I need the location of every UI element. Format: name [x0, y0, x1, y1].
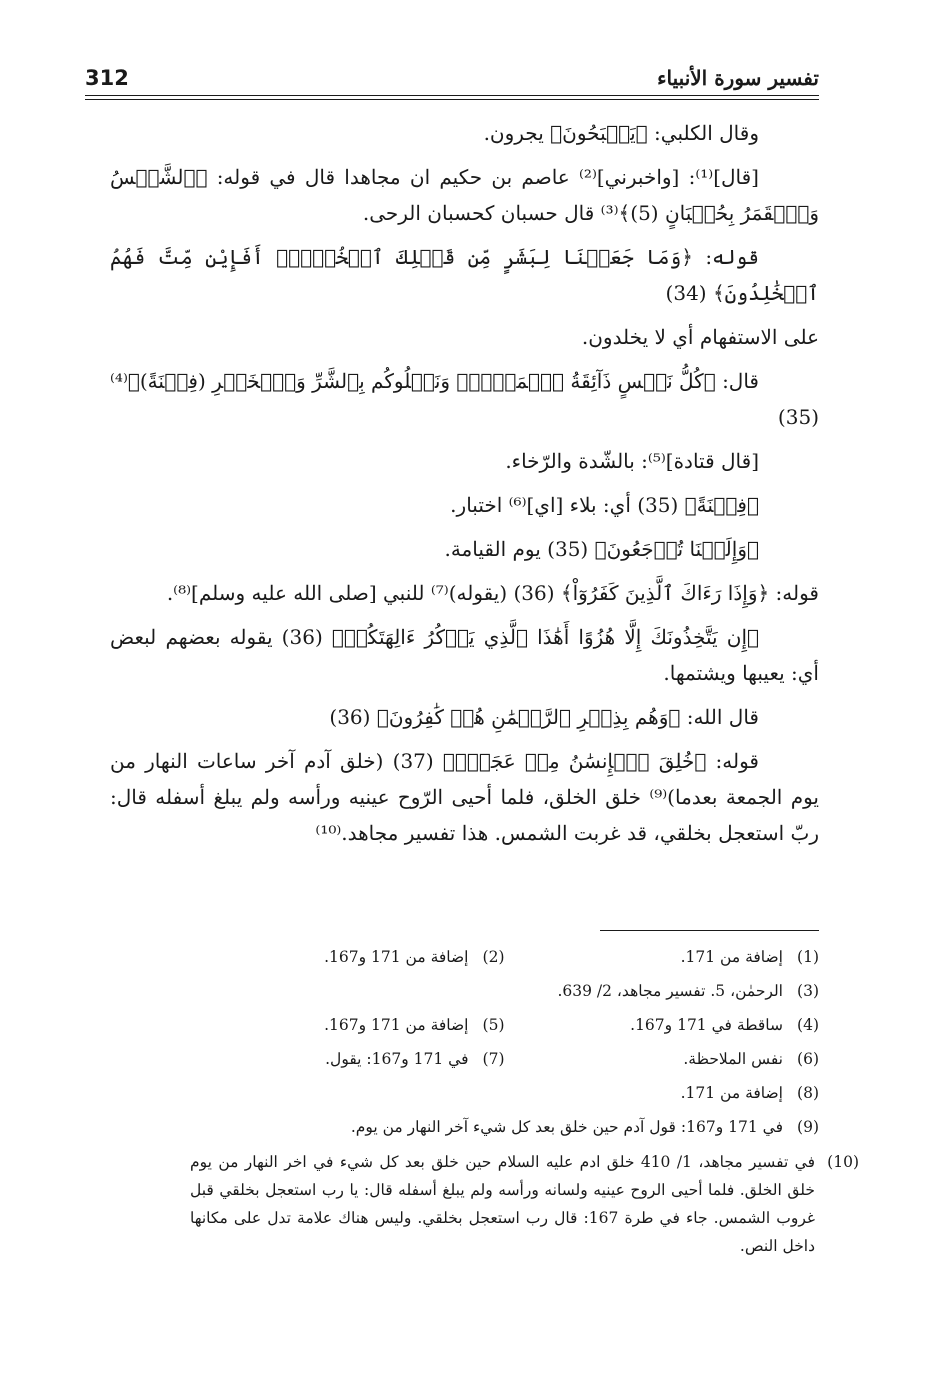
footnote	[190, 1148, 859, 1260]
footnote-number: (8)	[797, 1084, 819, 1102]
footnote-text: ساقطة في 171 و167.	[630, 1016, 783, 1034]
footnote-row	[190, 1076, 819, 1110]
footnote-row	[190, 940, 819, 974]
footnote-text: في تفسير مجاهد، 1/ 410 خلق ادم عليه السلام حين خلق بعد كل شيء في اخر النهار من يوم خلق الخلق. فلما أحيى الروح عينيه ولسانه ورأسه ولم يبلغ أسفله قال: يا رب استعجل بخلقي قبل غروب الشمس. جاء في طرة 167: قال رب استعجل بخلقي. وليس هناك علامة تدل على مكانها داخل النص.	[190, 1153, 815, 1255]
footnote-text: إضافة من 171 و167.	[324, 1016, 469, 1034]
footnote	[190, 1076, 819, 1110]
footnote-text: الرحمٰن، 5. تفسير مجاهد، 2/ 639.	[557, 982, 783, 1000]
footnote-number: (2)	[482, 948, 505, 966]
footnote-text: في 171 و167: يقول.	[325, 1050, 469, 1068]
footnote	[190, 1008, 505, 1042]
footnotes	[190, 940, 859, 1260]
footnote	[505, 940, 820, 974]
header-rule-thin	[85, 99, 819, 100]
footnote-number: (1)	[797, 948, 819, 966]
footnote-number: (3)	[797, 982, 819, 1000]
paragraph: ﴿فِتۡنَةً﴾ (35) أي: بلاء [اي]⁽⁶⁾ اختبار.	[450, 493, 759, 517]
footnote-text: في 171 و167: قول آدم حين خلق بعد كل شيء آخر النهار من يوم.	[350, 1118, 783, 1136]
paragraph: على الاستفهام أي لا يخلدون.	[581, 325, 819, 349]
paragraph: [قال]⁽¹⁾: [واخبرني]⁽²⁾ عاصم بن حكيم ان مجاهدا قال في قوله: ﴿ٱلشَّمۡسُ وَٱلۡقَمَرُ بِحُسۡبَانٍ (5)﴾⁽³⁾ قال حسبان كحسبان الرحى.	[110, 165, 819, 225]
footnote-number: (9)	[797, 1118, 819, 1136]
footnote-text: إضافة من 171.	[680, 1084, 783, 1102]
paragraph: ﴿وَإِلَيۡنَا تُرۡجَعُونَ﴾ (35) يوم القيامة.	[444, 537, 759, 561]
footnote	[190, 940, 505, 974]
footnote-row	[190, 1042, 819, 1076]
footnote-number: (4)	[797, 1016, 819, 1034]
main-text	[110, 115, 819, 859]
page-number: 312	[85, 66, 129, 90]
footnote	[190, 974, 819, 1008]
footnote	[505, 1042, 820, 1076]
footnote-number: (5)	[482, 1016, 505, 1034]
footnote-row	[190, 974, 819, 1008]
paragraph: وقال الكلبي: ﴿يَسۡبَحُونَ﴾ يجرون.	[483, 121, 759, 145]
footnote	[505, 1008, 820, 1042]
footnote-separator	[600, 930, 819, 931]
paragraph: قوله: ﴿وَمَا جَعَلۡنَا لِبَشَرٍ مِّن قَبۡلِكَ ٱلۡخُلۡدَۖ أَفَإِيْن مِّتَّ فَهُمُ ٱلۡخَٰلِدُونَ﴾ (34)	[110, 245, 819, 305]
paragraph: قال الله: ﴿وَهُم بِذِكۡرِ ٱلرَّحۡمَٰنِ هُمۡ كَٰفِرُونَ﴾ (36)	[329, 705, 759, 729]
footnote-text: إضافة من 171.	[680, 948, 783, 966]
footnote-number: (7)	[482, 1050, 505, 1068]
footnote	[190, 1110, 819, 1144]
footnote-number: (6)	[797, 1050, 819, 1068]
footnote-row	[190, 1008, 819, 1042]
paragraph: قال: ﴿كُلُّ نَفۡسٍ ذَآئِقَةُ ٱلۡمَوۡتِۗ وَنَبۡلُوكُم بِٱلشَّرِّ وَٱلۡخَيۡرِ (فِتۡنَةً)﴾⁽⁴⁾ (35)	[110, 369, 819, 429]
footnote-text: نفس الملاحظة.	[683, 1050, 783, 1068]
running-title: تفسير سورة الأنبياء	[657, 66, 819, 90]
paragraph: ﴿إِن يَتَّخِذُونَكَ إِلَّا هُزُوًا أَهَٰذَا ٱلَّذِي يَذۡكُرُ ءَالِهَتَكُمۡ﴾ (36) يقوله بعضهم لبعض أي: يعيبها ويشتمها.	[110, 625, 819, 685]
footnote-text: إضافة من 171 و167.	[324, 948, 469, 966]
paragraph: [قال قتادة]⁽⁵⁾: بالشّدة والرّخاء.	[505, 449, 759, 473]
paragraph: قوله: ﴿خُلِقَ ٱلۡإِنسَٰنُ مِنۡ عَجَلٖۚ﴾ (37) (خلق آدم آخر ساعات النهار من يوم الجمعة بعدما)⁽⁹⁾ خلق الخلق، فلما أحيى الرّوح عينيه ورأسه ولم يبلغ أسفله قال: ربّ استعجل بخلقي، قد غربت الشمس. هذا تفسير مجاهد.⁽¹⁰⁾	[110, 749, 819, 845]
page-header	[85, 58, 819, 90]
footnote	[190, 1042, 505, 1076]
footnote-row	[190, 1110, 819, 1144]
paragraph: قوله: ﴿وَإِذَا رَءَاكَ ٱلَّذِينَ كَفَرُوٓاْ﴾ (36) (يقوله)⁽⁷⁾ للنبي [صلى الله عليه وسلم]⁽⁸⁾.	[166, 581, 819, 605]
footnote-number: (10)	[827, 1153, 859, 1171]
header-rule-thick	[85, 95, 819, 96]
